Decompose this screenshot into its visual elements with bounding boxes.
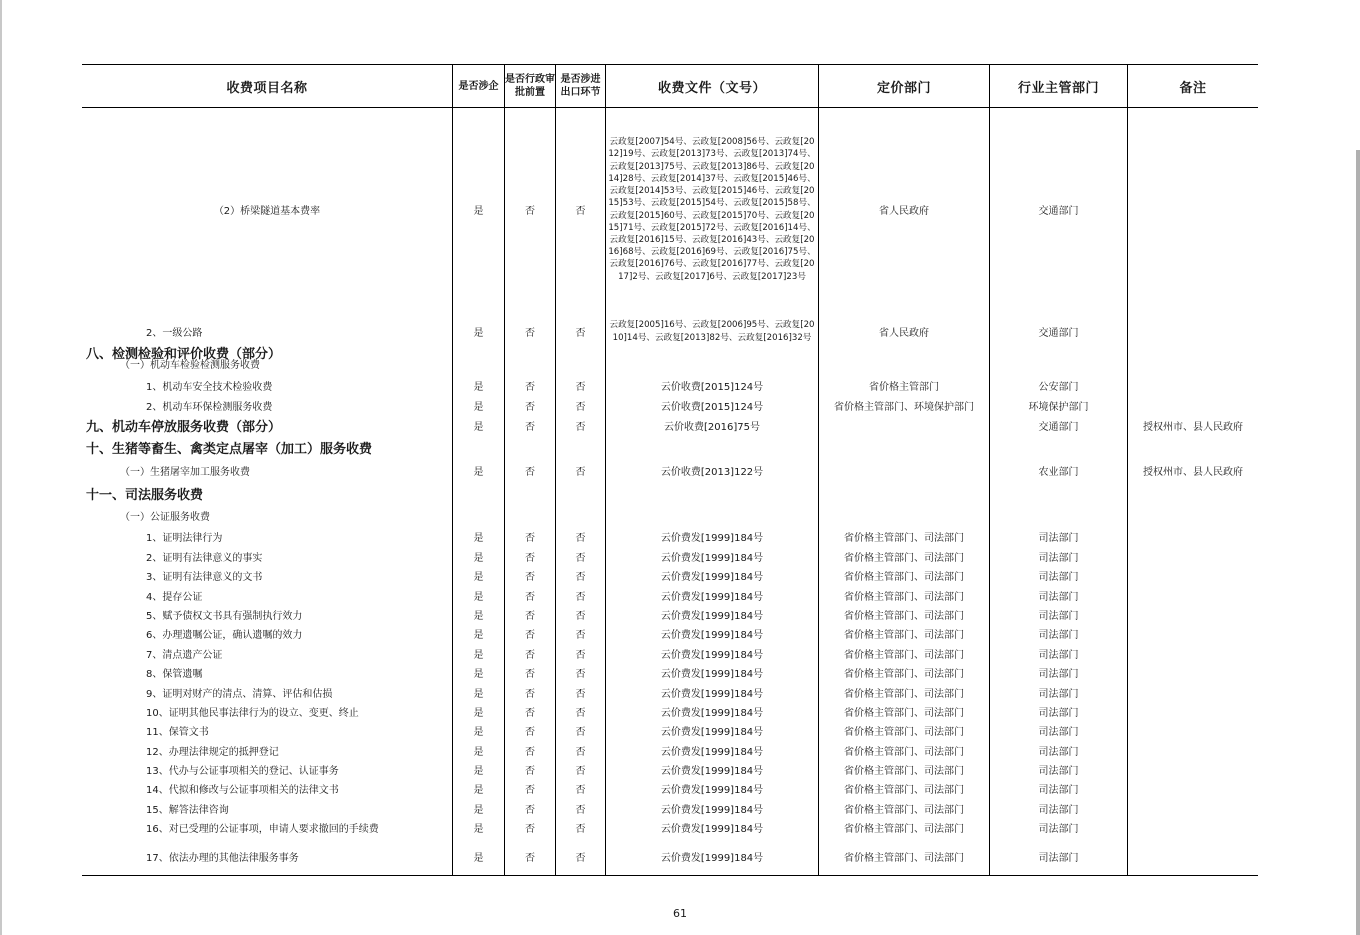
pricing-department-cell: 省价格主管部门、司法部门 [844,572,964,583]
table-row [82,779,1258,798]
remarks-cell [1128,624,1258,643]
fee-item-name: 16、对已受理的公证事项，申请人要求撤回的手续费 [146,824,379,835]
pricing-department-cell: 省价格主管部门、司法部门 [844,852,964,864]
industry-authority-cell: 司法部门 [1038,611,1079,622]
industry-authority-cell: 司法部门 [1038,572,1079,583]
industry-authority-cell: 交通部门 [1038,206,1079,217]
remarks-cell [1128,663,1258,682]
fee-document-cell: 云价费发[1999]184号 [660,785,764,796]
admin-approval-cell: 否 [525,206,535,217]
header-industry-authority: 行业主管部门 [1017,80,1099,96]
involves-enterprise-cell: 是 [473,206,484,217]
fee-item-name: 九、机动车停放服务收费（部分） [86,420,282,435]
admin-approval-cell: 否 [525,630,535,641]
table-row [82,375,1258,396]
import-export-cell [556,352,605,375]
admin-approval-cell: 否 [525,649,535,661]
table-row [82,605,1258,624]
industry-authority-cell: 司法部门 [1038,708,1079,719]
import-export-cell: 否 [575,746,586,758]
fee-item-name: 2、一级公路 [146,328,203,339]
fee-item-name: 10、证明其他民事法律行为的设立、变更、终止 [146,708,359,719]
industry-authority-cell: 司法部门 [1038,591,1079,603]
remarks-cell [1128,605,1258,624]
remarks-cell [1128,585,1258,605]
pricing-department-cell: 省价格主管部门、司法部门 [844,785,964,796]
admin-approval-cell: 否 [525,766,535,777]
table-row [82,108,1258,311]
industry-authority-cell: 司法部门 [1038,630,1079,641]
pricing-department-cell: 省价格主管部门、环境保护部门 [834,402,974,413]
pricing-department-cell: 省价格主管部门、司法部门 [844,727,964,738]
fee-document-cell: 云价费发[1999]184号 [660,611,764,622]
table-row [82,459,1258,482]
fee-item-name: 12、办理法律规定的抵押登记 [146,746,279,758]
admin-approval-cell: 否 [525,591,535,603]
import-export-cell: 否 [575,766,586,777]
involves-enterprise-cell: 是 [473,708,484,719]
header-pricing-department: 定价部门 [876,80,931,96]
remarks-cell [1128,740,1258,760]
fee-document-cell: 云价收费[2016]75号 [664,422,760,433]
fee-document-cell [606,482,818,504]
pricing-department-cell: 省价格主管部门 [869,382,939,393]
involves-enterprise-cell [453,504,504,526]
import-export-cell: 否 [575,785,586,796]
fee-item-name: （一）公证服务收费 [120,511,210,523]
import-export-cell: 否 [575,591,586,603]
admin-approval-cell: 否 [525,746,535,758]
admin-approval-cell [505,352,555,375]
admin-approval-cell: 否 [525,553,535,564]
table-row [82,352,1258,375]
fee-document-cell: 云价费发[1999]184号 [660,688,764,700]
admin-approval-cell: 否 [525,533,535,544]
industry-authority-cell: 交通部门 [1038,328,1079,339]
pricing-department-cell: 省价格主管部门、司法部门 [844,669,964,680]
remarks-cell [1128,352,1258,375]
admin-approval-cell [505,482,555,504]
fee-item-name: 十、生猪等畜生、禽类定点屠宰（加工）服务收费 [86,442,373,457]
remarks-cell [1128,482,1258,504]
fee-item-name: 2、机动车环保检测服务收费 [146,402,273,413]
admin-approval-cell [505,436,555,459]
import-export-cell: 否 [575,553,586,564]
fee-document-cell: 云价费发[1999]184号 [660,727,764,738]
fee-item-name: 15、解答法律咨询 [146,804,229,816]
table-row [82,721,1258,740]
fee-table: 收费项目名称 是否涉企 是否行政审批前置 是否涉进出口环节 收费文件（文号） 定价部门 行业主管部门 备注 （2）桥梁隧道基本费率 是 否 否 云政复[2007]54号、云政复[2008]56号、云政复[2012]19号、云政复[2013]73号、云政复[2013]74号、云政复[2013]75号、云政复[2013]86号、云政复[2014]28号、云政复[2014]37号、云政复[2015]46号、云政复[2014]53号、云政复[2015]46号、云政复[2015]53号、云政复[2015]54号、云政复[2015]58号、云政复[2015]60号、云政复[2015]70号、云政复[2015]71号、云政复[2015]72号、云政复[2016]14号、云政复[2016]15号、云政复[2016]43号、云政复[2016]68号、云政复[2016]69号、云政复[2016]75号、云政复[2016]76号、云政复[2016]77号、云政复[2017]2号、云政复[2017]6号、云政复[2017]23号 省人民政府 交通部门 2、一级公路 是 否 否 云政复[2005]16号、云政复[2006]95号、云政复[2010]14号、云政复[2013]82号、云政复[2016]32号 省人民政府 交通部门 八、检测检验和评价收费（部分） （一）机动车检验检测服务收费 1、机动车安全技术检验收费 是 否 否 云价收费[2015]124号 省价格主管部门 公安部门 2、机动车环保检测服务收费 是 否 否 云价收费[2015]124号 省价格主管部门、环境保护部门 环境保护部门 九、机动车停放服务收费（部分） 是 否 否 云价收费[2016]75号 交通部门 授权州市、县人民政府 十、生猪等畜生、禽类定点屠宰（加工）服务收费 （一）生猪屠宰加工服务收费 是 否 否 云价收费[2013]122号 农业部门 授权州市、县人民政府 十一、司法服务收费 （一）公证服务收费 1、证明法律行为 是 否 否 云价费发[1999]184号 省价格主管部门、司法部门 司法部门 2、证明有法律意义的事实 是 否 否 云价费发[1999]184号 省价格主管部门、司法部门 司法部门 3、证明有法律意义的文书 是 否 否 云价费发[1999]184号 省价格主管部门、司法部门 司法部门 4、提存公证 是 否 否 云价费发[1999]184号 省价格主管部门、司法部门 司法部门 5、赋予债权文书具有强制执行效力 是 否 否 云价费发[1999]184号 省价格主管部门、司法部门 司法部门 6、办理遗嘱公证，确认遗嘱的效力 是 否 否 云价费发[1999]184号 省价格主管部门、司法部门 司法部门 7、清点遗产公证 是 否 否 云价费发[1999]184号 省价格主管部门、司法部门 司法部门 8、保管遗嘱 是 否 否 云价费发[1999]184号 省价格主管部门、司法部门 司法部门 9、证明对财产的清点、清算、评估和估损 是 否 否 云价费发[1999]184号 省价格主管部门、司法部门 司法部门 10、证明其他民事法律行为的设立、变更、终止 是 否 否 云价费发[1999]184号 省价格主管部门、司法部门 司法部门 11、保管文书 是 否 否 云价费发[1999]184号 省价格主管部门、司法部门 司法部门 12、办理法律规定的抵押登记 是 否 否 云价费发[1999]184号 省价格主管部门、司法部门 司法部门 13、代办与公证事项相关的登记、认证事务 是 否 否 云价费发[1999]184号 省价格主管部门、司法部门 司法部门 14、代拟和修改与公证事项相关的法律文书 是 否 否 云价费发[1999]184号 省价格主管部门、司法部门 司法部门 15、解答法律咨询 是 否 否 云价费发[1999]184号 省价格主管部门、司法部门 司法部门 16、对已受理的公证事项，申请人要求撤回的手续费 是 否 否 云价费发[1999]184号 省价格主管部门、司法部门 司法部门 17、依法办理的其他法律服务事务 是 否 否 云价费发[1999]184号 省价格主管部门、司法部门 司法部门 [82,64,1258,876]
remarks-cell [1128,702,1258,721]
fee-item-name: 11、保管文书 [146,727,209,738]
import-export-cell: 否 [575,422,586,433]
scrollbar[interactable] [1356,150,1360,935]
fee-item-name: 13、代办与公证事项相关的登记、认证事务 [146,766,339,777]
import-export-cell: 否 [575,804,586,816]
industry-authority-cell: 交通部门 [1038,422,1079,433]
pricing-department-cell [819,459,989,482]
fee-document-cell: 云价费发[1999]184号 [660,669,764,680]
pricing-department-cell: 省价格主管部门、司法部门 [844,649,964,661]
fee-document-cell: 云价费发[1999]184号 [660,533,764,544]
remarks-cell [1128,643,1258,663]
industry-authority-cell: 司法部门 [1038,766,1079,777]
involves-enterprise-cell [453,482,504,504]
header-remarks: 备注 [1179,80,1207,96]
admin-approval-cell: 否 [525,467,535,478]
table-row [82,740,1258,760]
table-row [82,818,1258,837]
fee-item-name: 7、清点遗产公证 [146,649,223,661]
involves-enterprise-cell: 是 [473,611,484,622]
fee-document-cell: 云价费发[1999]184号 [660,553,764,564]
fee-document-cell: 云价费发[1999]184号 [660,852,764,864]
page-edge-left [0,0,2,935]
involves-enterprise-cell [453,436,504,459]
import-export-cell: 否 [575,630,586,641]
involves-enterprise-cell: 是 [473,688,484,700]
pricing-department-cell: 省价格主管部门、司法部门 [844,708,964,719]
pricing-department-cell: 省价格主管部门、司法部门 [844,804,964,816]
remarks-cell [1128,566,1258,585]
pricing-department-cell [819,504,989,526]
industry-authority-cell: 司法部门 [1038,852,1079,864]
fee-document-cell: 云价费发[1999]184号 [660,746,764,758]
admin-approval-cell: 否 [525,824,535,835]
involves-enterprise-cell: 是 [473,785,484,796]
pricing-department-cell: 省价格主管部门、司法部门 [844,688,964,700]
involves-enterprise-cell [453,352,504,375]
industry-authority-cell: 司法部门 [1038,727,1079,738]
fee-item-name: （一）机动车检验检测服务收费 [120,360,260,371]
involves-enterprise-cell: 是 [473,553,484,564]
admin-approval-cell: 否 [525,852,535,864]
table-row [82,436,1258,459]
involves-enterprise-cell: 是 [473,746,484,758]
admin-approval-cell: 否 [525,422,535,433]
admin-approval-cell: 否 [525,669,535,680]
industry-authority-cell: 司法部门 [1038,688,1079,700]
page-number: 61 [673,907,687,920]
involves-enterprise-cell: 是 [473,766,484,777]
involves-enterprise-cell: 是 [473,669,484,680]
industry-authority-cell: 司法部门 [1038,669,1079,680]
involves-enterprise-cell: 是 [473,328,484,339]
fee-item-name: 14、代拟和修改与公证事项相关的法律文书 [146,785,339,796]
pricing-department-cell [819,482,989,504]
pricing-department-cell: 省价格主管部门、司法部门 [844,630,964,641]
involves-enterprise-cell: 是 [473,591,484,603]
fee-item-name: 3、证明有法律意义的文书 [146,572,263,583]
fee-document-cell: 云政复[2007]54号、云政复[2008]56号、云政复[2012]19号、云政复[2013]73号、云政复[2013]74号、云政复[2013]75号、云政复[2013]86号、云政复[2014]28号、云政复[2014]37号、云政复[2015]46号、云政复[2014]53号、云政复[2015]46号、云政复[2015]53号、云政复[2015]54号、云政复[2015]58号、云政复[2015]60号、云政复[2015]70号、云政复[2015]71号、云政复[2015]72号、云政复[2016]14号、云政复[2016]15号、云政复[2016]43号、云政复[2016]68号、云政复[2016]69号、云政复[2016]75号、云政复[2016]76号、云政复[2016]77号、云政复[2017]2号、云政复[2017]6号、云政复[2017]23号 [608,137,816,282]
admin-approval-cell: 否 [525,708,535,719]
remarks-cell [1128,682,1258,702]
involves-enterprise-cell: 是 [473,852,484,864]
table-row [82,504,1258,526]
header-import-export: 是否涉进出口环节 [560,74,601,98]
table-row [82,702,1258,721]
table-bottom-rule [82,875,1258,876]
header-fee-document: 收费文件（文号） [657,80,766,96]
admin-approval-cell: 否 [525,785,535,796]
table-row [82,566,1258,585]
fee-document-cell: 云价费发[1999]184号 [660,630,764,641]
fee-document-cell: 云价费发[1999]184号 [660,572,764,583]
industry-authority-cell [990,352,1127,375]
involves-enterprise-cell: 是 [473,630,484,641]
table-row [82,415,1258,436]
import-export-cell: 否 [575,824,586,835]
industry-authority-cell: 公安部门 [1038,382,1079,393]
involves-enterprise-cell: 是 [473,649,484,661]
pricing-department-cell [819,436,989,459]
remarks-cell [1128,436,1258,459]
pricing-department-cell: 省价格主管部门、司法部门 [844,824,964,835]
table-row [82,547,1258,566]
admin-approval-cell: 否 [525,402,535,413]
remarks-cell [1128,779,1258,798]
admin-approval-cell: 否 [525,804,535,816]
industry-authority-cell: 环境保护部门 [1028,402,1089,413]
fee-document-cell: 云价收费[2013]122号 [660,467,764,478]
involves-enterprise-cell: 是 [473,572,484,583]
import-export-cell: 否 [575,206,586,217]
involves-enterprise-cell: 是 [473,382,484,393]
fee-document-cell [606,504,818,526]
remarks-cell [1128,526,1258,547]
fee-item-name: 1、机动车安全技术检验收费 [146,382,273,393]
fee-document-cell [606,436,818,459]
fee-document-cell: 云价费发[1999]184号 [660,766,764,777]
table-row [82,798,1258,818]
import-export-cell: 否 [575,669,586,680]
admin-approval-cell: 否 [525,572,535,583]
involves-enterprise-cell: 是 [473,467,484,478]
import-export-cell: 否 [575,572,586,583]
remarks-cell [1128,547,1258,566]
import-export-cell: 否 [575,649,586,661]
pricing-department-cell: 省价格主管部门、司法部门 [844,553,964,564]
fee-document-cell: 云价费发[1999]184号 [660,591,764,603]
industry-authority-cell [990,504,1127,526]
industry-authority-cell: 司法部门 [1038,649,1079,661]
table-row [82,482,1258,504]
industry-authority-cell: 司法部门 [1038,533,1079,544]
table-row [82,643,1258,663]
import-export-cell [556,482,605,504]
import-export-cell: 否 [575,727,586,738]
industry-authority-cell: 司法部门 [1038,824,1079,835]
industry-authority-cell: 农业部门 [1038,467,1079,478]
industry-authority-cell: 司法部门 [1038,804,1079,816]
involves-enterprise-cell: 是 [473,533,484,544]
remarks-cell: 授权州市、县人民政府 [1143,467,1243,478]
industry-authority-cell: 司法部门 [1038,553,1079,564]
remarks-cell [1128,837,1258,875]
fee-item-name: 1、证明法律行为 [146,533,223,544]
fee-document-cell: 云价费发[1999]184号 [660,708,764,719]
import-export-cell: 否 [575,402,586,413]
import-export-cell: 否 [575,852,586,864]
fee-item-name: 9、证明对财产的清点、清算、评估和估损 [146,688,333,700]
fee-document-cell: 云价收费[2015]124号 [660,382,764,393]
import-export-cell [556,436,605,459]
remarks-cell [1128,721,1258,740]
import-export-cell: 否 [575,611,586,622]
table-row [82,526,1258,547]
fee-document-cell: 云价收费[2015]124号 [660,402,764,413]
fee-item-name: （一）生猪屠宰加工服务收费 [120,467,250,478]
header-admin-approval: 是否行政审批前置 [505,74,555,98]
remarks-cell [1128,504,1258,526]
fee-document-cell: 云价费发[1999]184号 [660,824,764,835]
import-export-cell: 否 [575,533,586,544]
admin-approval-cell: 否 [525,611,535,622]
remarks-cell [1128,311,1258,352]
fee-document-cell: 云价费发[1999]184号 [660,804,764,816]
import-export-cell: 否 [575,328,586,339]
involves-enterprise-cell: 是 [473,402,484,413]
pricing-department-cell: 省人民政府 [879,328,929,339]
admin-approval-cell: 否 [525,688,535,700]
remarks-cell [1128,375,1258,396]
fee-item-name: 6、办理遗嘱公证，确认遗嘱的效力 [146,630,303,641]
industry-authority-cell [990,482,1127,504]
involves-enterprise-cell: 是 [473,824,484,835]
involves-enterprise-cell: 是 [473,422,484,433]
table-row [82,663,1258,682]
fee-item-name: 17、依法办理的其他法律服务事务 [146,852,299,864]
involves-enterprise-cell: 是 [473,804,484,816]
table-row [82,396,1258,415]
fee-item-name: （2）桥梁隧道基本费率 [213,206,321,217]
table-row [82,682,1258,702]
import-export-cell: 否 [575,382,586,393]
remarks-cell [1128,108,1258,311]
pricing-department-cell: 省价格主管部门、司法部门 [844,591,964,603]
remarks-cell [1128,396,1258,415]
pricing-department-cell: 省价格主管部门、司法部门 [844,533,964,544]
remarks-cell [1128,798,1258,818]
industry-authority-cell [990,436,1127,459]
import-export-cell: 否 [575,688,586,700]
industry-authority-cell: 司法部门 [1038,785,1079,796]
fee-item-name: 十一、司法服务收费 [86,487,204,503]
remarks-cell: 授权州市、县人民政府 [1143,422,1243,433]
fee-item-name: 4、提存公证 [146,591,203,603]
fee-document-cell [606,352,818,375]
admin-approval-cell: 否 [525,328,535,339]
fee-document-cell: 云价费发[1999]184号 [660,649,764,661]
pricing-department-cell [819,352,989,375]
header-involves-enterprise: 是否涉企 [458,80,499,92]
table-row [82,585,1258,605]
table-row [82,624,1258,643]
remarks-cell [1128,760,1258,779]
table-row [82,760,1258,779]
header-fee-name: 收费项目名称 [226,80,308,96]
fee-document-cell: 云政复[2005]16号、云政复[2006]95号、云政复[2010]14号、云政复[2013]82号、云政复[2016]32号 [609,320,815,343]
import-export-cell [556,504,605,526]
involves-enterprise-cell: 是 [473,727,484,738]
remarks-cell [1128,818,1258,837]
import-export-cell: 否 [575,708,586,719]
admin-approval-cell [505,504,555,526]
import-export-cell: 否 [575,467,586,478]
pricing-department-cell: 省价格主管部门、司法部门 [844,611,964,622]
fee-item-name: 8、保管遗嘱 [146,669,203,680]
pricing-department-cell: 省人民政府 [879,206,929,217]
table-row [82,837,1258,875]
pricing-department-cell: 省价格主管部门、司法部门 [844,746,964,758]
fee-item-name: 5、赋予债权文书具有强制执行效力 [146,611,303,622]
admin-approval-cell: 否 [525,382,535,393]
pricing-department-cell [819,415,989,436]
fee-item-name: 2、证明有法律意义的事实 [146,553,263,564]
pricing-department-cell: 省价格主管部门、司法部门 [844,766,964,777]
admin-approval-cell: 否 [525,727,535,738]
industry-authority-cell: 司法部门 [1038,746,1079,758]
